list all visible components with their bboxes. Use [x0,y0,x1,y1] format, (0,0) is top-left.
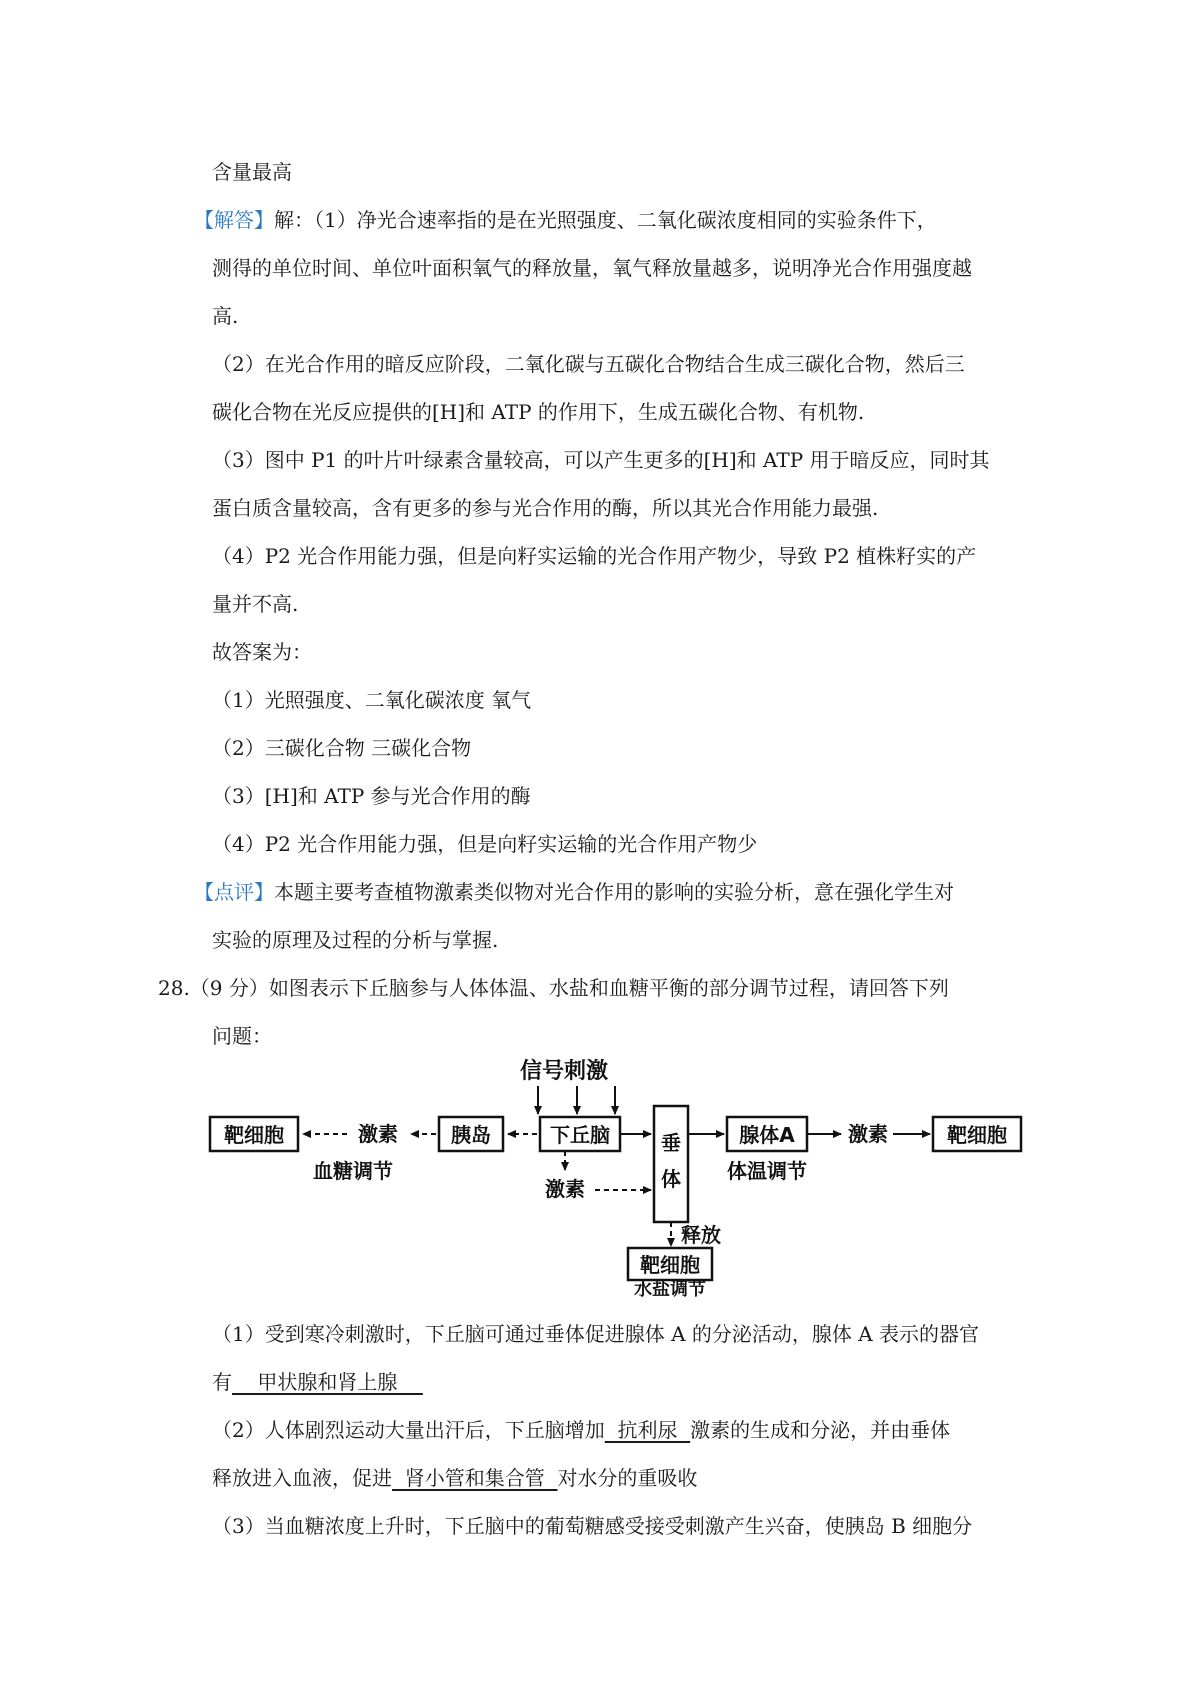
answer-tag: 【解答】 [194,208,274,232]
final-answer-4: （4）P2 光合作用能力强，但是向籽实运输的光合作用产物少 [212,832,758,856]
answer-line-8: （4）P2 光合作用能力强，但是向籽实运输的光合作用产物少，导致 P2 植株籽实的产 [212,544,977,568]
sub-question-2-line-1 [212,1418,950,1442]
answer-line-7: 蛋白质含量较高，含有更多的参与光合作用的酶，所以其光合作用能力最强. [212,496,879,520]
sub-question-1-line-2 [212,1370,423,1394]
pituitary-label-2: 体 [661,1167,681,1191]
sub-question-2-line-2 [212,1466,697,1490]
release-label: 释放 [681,1223,721,1247]
answer-thyroid-adrenal: 甲状腺和肾上腺 [232,1370,423,1394]
target-cell-right-label: 靶细胞 [947,1123,1007,1147]
pituitary-box [654,1106,688,1222]
answer-antidiuretic: 抗利尿 [604,1418,691,1442]
sub-question-1-line-1: （1）受到寒冷刺激时，下丘脑可通过垂体促进腺体 A 的分泌活动，腺体 A 表示的器官 [212,1322,980,1346]
sub-question-1-prefix: 有 [212,1370,232,1394]
signal-stimulus-label: 信号刺激 [519,1059,609,1084]
answer-line-1 [194,208,937,232]
pituitary-label-1: 垂 [661,1131,681,1155]
target-cell-bottom-label: 靶细胞 [640,1253,700,1277]
blood-sugar-regulation-label: 血糖调节 [313,1159,393,1183]
hormone-right-label: 激素 [848,1122,888,1146]
answer-line-9: 量并不高. [212,592,299,616]
sub-question-2-prefix: （2）人体剧烈运动大量出汗后，下丘脑增加 [212,1418,605,1442]
body-temp-regulation-label: 体温调节 [727,1159,807,1183]
sub-question-2-line2-prefix: 释放进入血液，促进 [212,1466,392,1490]
water-salt-regulation-label: 水盐调节 [634,1279,706,1298]
final-answer-2: （2）三碳化合物 三碳化合物 [212,736,472,760]
hormone-mid-label: 激素 [545,1177,585,1201]
gland-a-label: 腺体A [739,1123,795,1147]
answer-line-6: （3）图中 P1 的叶片叶绿素含量较高，可以产生更多的[H]和 ATP 用于暗反应，同时其 [212,448,990,472]
comment-tag: 【点评】 [194,880,274,904]
question-28-line-2: 问题： [212,1024,272,1048]
answer-renal-tubule: 肾小管和集合管 [392,1466,558,1490]
sub-question-2-suffix: 激素的生成和分泌，并由垂体 [690,1418,951,1442]
answer-line-4: （2）在光合作用的暗反应阶段，二氧化碳与五碳化合物结合生成三碳化合物，然后三 [212,352,965,376]
sub-question-3-line-1: （3）当血糖浓度上升时，下丘脑中的葡萄糖感受接受刺激产生兴奋，使胰岛 B 细胞分 [212,1514,973,1538]
regulation-diagram [205,1048,1105,1298]
final-answer-1: （1）光照强度、二氧化碳浓度 氧气 [212,688,532,712]
comment-line-2: 实验的原理及过程的分析与掌握. [212,928,499,952]
target-cell-left-label: 靶细胞 [224,1123,284,1147]
comment-line-1 [194,880,954,904]
continuation-text: 含量最高 [212,160,292,184]
pancreas-label: 胰岛 [451,1123,491,1147]
answer-line-5: 碳化合物在光反应提供的[H]和 ATP 的作用下，生成五碳化合物、有机物. [212,400,865,424]
answer-line-3: 高. [212,304,239,328]
answer-line-2: 测得的单位时间、单位叶面积氧气的释放量，氧气释放量越多，说明净光合作用强度越 [212,256,972,280]
hypothalamus-label: 下丘脑 [550,1123,610,1147]
question-28-line-1: 28.（9 分）如图表示下丘脑参与人体体温、水盐和血糖平衡的部分调节过程，请回答下列 [158,976,949,1000]
hormone-left-label: 激素 [358,1122,398,1146]
answer-line-10: 故答案为： [212,640,312,664]
sub-question-2-line2-suffix: 对水分的重吸收 [557,1466,698,1490]
final-answer-3: （3）[H]和 ATP 参与光合作用的酶 [212,784,531,808]
answer-text: 解：（1）净光合速率指的是在光照强度、二氧化碳浓度相同的实验条件下， [274,208,937,232]
comment-text: 本题主要考查植物激素类似物对光合作用的影响的实验分析，意在强化学生对 [274,880,954,904]
